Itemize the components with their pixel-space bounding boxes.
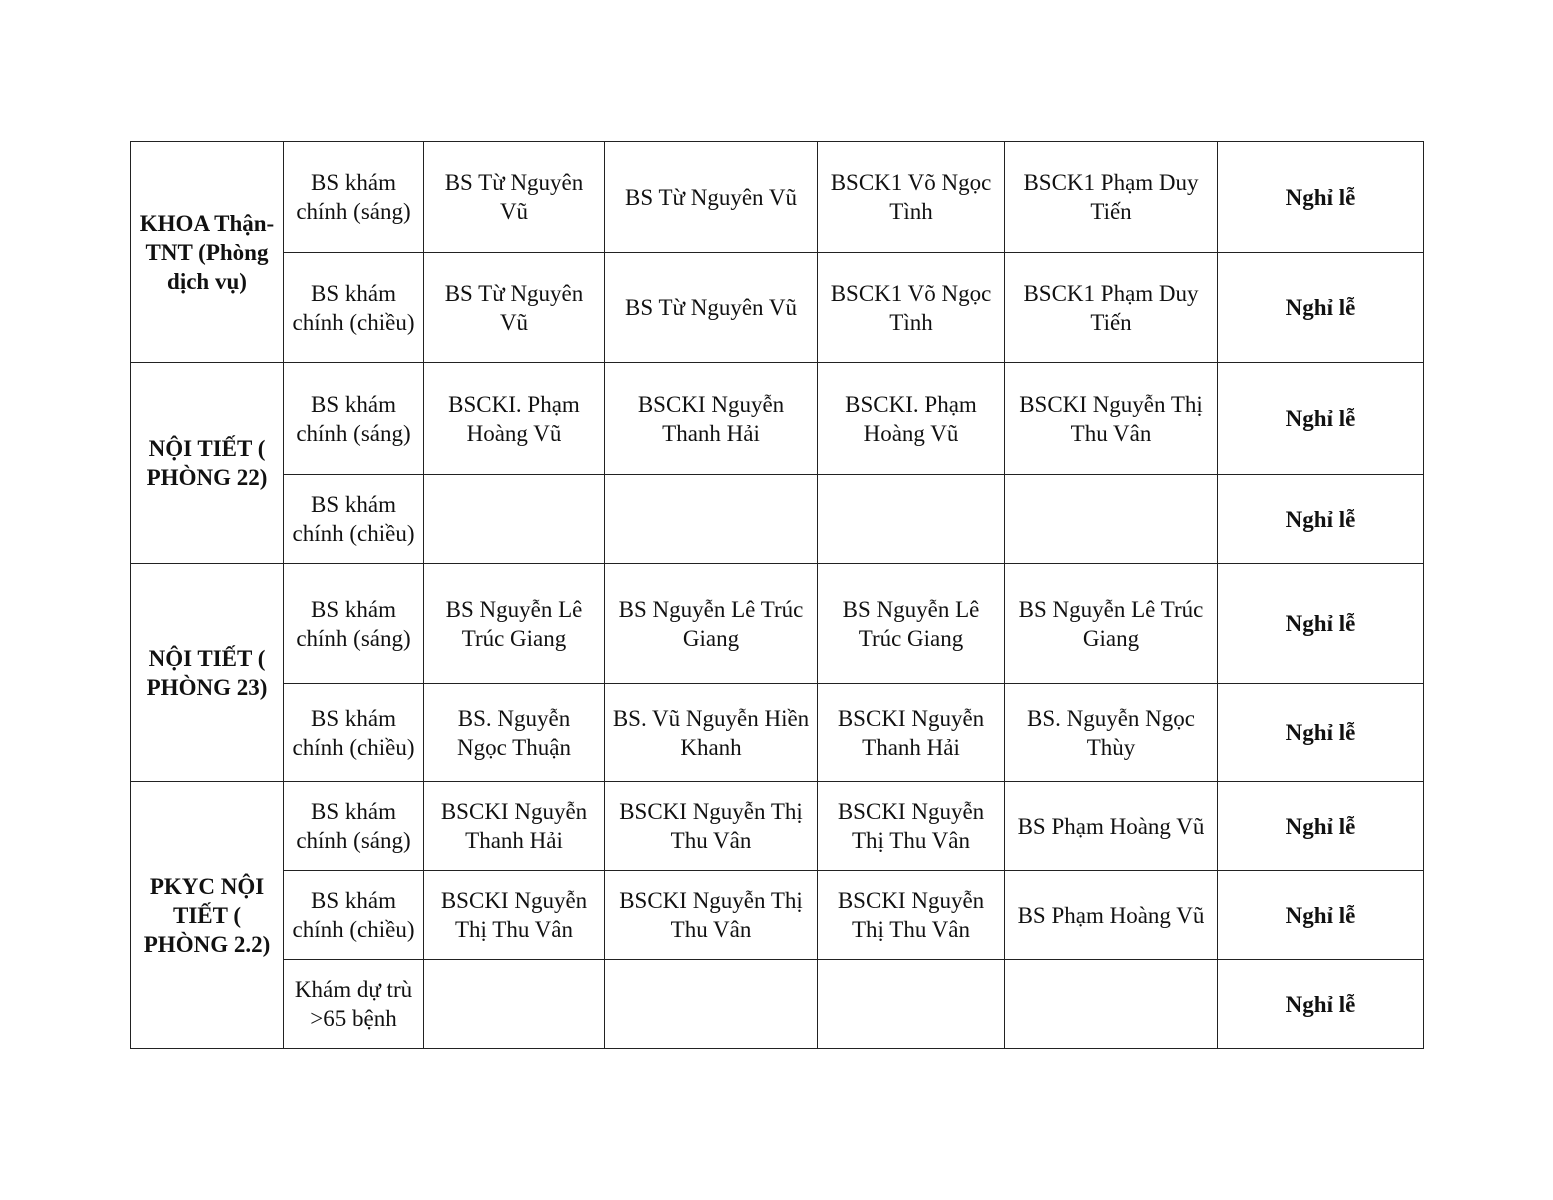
doctor-cell — [1005, 475, 1218, 564]
table-row — [131, 871, 1424, 960]
doctor-cell: BS Nguyễn Lê Trúc Giang — [818, 564, 1005, 684]
doctor-cell: BS Phạm Hoàng Vũ — [1005, 782, 1218, 871]
table-row — [131, 684, 1424, 782]
schedule-table — [130, 141, 1424, 1049]
table-row — [131, 142, 1424, 253]
holiday-cell: Nghỉ lễ — [1218, 363, 1424, 475]
department-cell: PKYC NỘI TIẾT ( PHÒNG 2.2) — [131, 782, 284, 1049]
doctor-cell — [605, 960, 818, 1049]
doctor-cell: BSCKI. Phạm Hoàng Vũ — [818, 363, 1005, 475]
doctor-cell: BSCKI Nguyễn Thị Thu Vân — [1005, 363, 1218, 475]
doctor-cell — [1005, 960, 1218, 1049]
department-cell: NỘI TIẾT ( PHÒNG 23) — [131, 564, 284, 782]
table-row — [131, 782, 1424, 871]
doctor-cell: BS Từ Nguyên Vũ — [605, 253, 818, 363]
doctor-cell — [818, 960, 1005, 1049]
doctor-cell: BS Từ Nguyên Vũ — [605, 142, 818, 253]
doctor-cell: BSCK1 Phạm Duy Tiến — [1005, 253, 1218, 363]
shift-cell: Khám dự trù >65 bệnh — [284, 960, 424, 1049]
table-row — [131, 475, 1424, 564]
doctor-cell: BSCK1 Võ Ngọc Tình — [818, 253, 1005, 363]
doctor-cell: BS. Vũ Nguyễn Hiền Khanh — [605, 684, 818, 782]
doctor-cell: BSCK1 Võ Ngọc Tình — [818, 142, 1005, 253]
holiday-cell: Nghỉ lễ — [1218, 684, 1424, 782]
shift-cell: BS khám chính (sáng) — [284, 142, 424, 253]
department-cell: NỘI TIẾT ( PHÒNG 22) — [131, 363, 284, 564]
holiday-cell: Nghỉ lễ — [1218, 782, 1424, 871]
doctor-cell: BS Nguyễn Lê Trúc Giang — [424, 564, 605, 684]
doctor-cell: BS Phạm Hoàng Vũ — [1005, 871, 1218, 960]
doctor-cell: BSCKI Nguyễn Thị Thu Vân — [818, 871, 1005, 960]
doctor-cell: BS. Nguyễn Ngọc Thuận — [424, 684, 605, 782]
table-row — [131, 253, 1424, 363]
doctor-cell: BS Nguyễn Lê Trúc Giang — [605, 564, 818, 684]
department-cell: KHOA Thận-TNT (Phòng dịch vụ) — [131, 142, 284, 363]
shift-cell: BS khám chính (chiều) — [284, 684, 424, 782]
table-row — [131, 564, 1424, 684]
doctor-cell: BSCKI Nguyễn Thanh Hải — [605, 363, 818, 475]
doctor-cell: BSCKI. Phạm Hoàng Vũ — [424, 363, 605, 475]
doctor-cell — [605, 475, 818, 564]
doctor-cell: BS. Nguyễn Ngọc Thùy — [1005, 684, 1218, 782]
table-row — [131, 960, 1424, 1049]
doctor-cell: BSCKI Nguyễn Thị Thu Vân — [605, 871, 818, 960]
shift-cell: BS khám chính (chiều) — [284, 475, 424, 564]
doctor-cell: BSCKI Nguyễn Thanh Hải — [818, 684, 1005, 782]
holiday-cell: Nghỉ lễ — [1218, 253, 1424, 363]
shift-cell: BS khám chính (sáng) — [284, 782, 424, 871]
doctor-cell — [424, 475, 605, 564]
holiday-cell: Nghỉ lễ — [1218, 475, 1424, 564]
holiday-cell: Nghỉ lễ — [1218, 960, 1424, 1049]
shift-cell: BS khám chính (sáng) — [284, 363, 424, 475]
doctor-cell: BSCK1 Phạm Duy Tiến — [1005, 142, 1218, 253]
doctor-cell: BSCKI Nguyễn Thị Thu Vân — [424, 871, 605, 960]
doctor-cell: BS Từ Nguyên Vũ — [424, 253, 605, 363]
doctor-cell: BSCKI Nguyễn Thị Thu Vân — [605, 782, 818, 871]
holiday-cell: Nghỉ lễ — [1218, 871, 1424, 960]
shift-cell: BS khám chính (sáng) — [284, 564, 424, 684]
doctor-cell: BS Từ Nguyên Vũ — [424, 142, 605, 253]
shift-cell: BS khám chính (chiều) — [284, 253, 424, 363]
shift-cell: BS khám chính (chiều) — [284, 871, 424, 960]
doctor-cell: BSCKI Nguyễn Thanh Hải — [424, 782, 605, 871]
doctor-cell: BS Nguyễn Lê Trúc Giang — [1005, 564, 1218, 684]
doctor-cell: BSCKI Nguyễn Thị Thu Vân — [818, 782, 1005, 871]
holiday-cell: Nghỉ lễ — [1218, 142, 1424, 253]
holiday-cell: Nghỉ lễ — [1218, 564, 1424, 684]
doctor-cell — [818, 475, 1005, 564]
doctor-cell — [424, 960, 605, 1049]
table-row — [131, 363, 1424, 475]
